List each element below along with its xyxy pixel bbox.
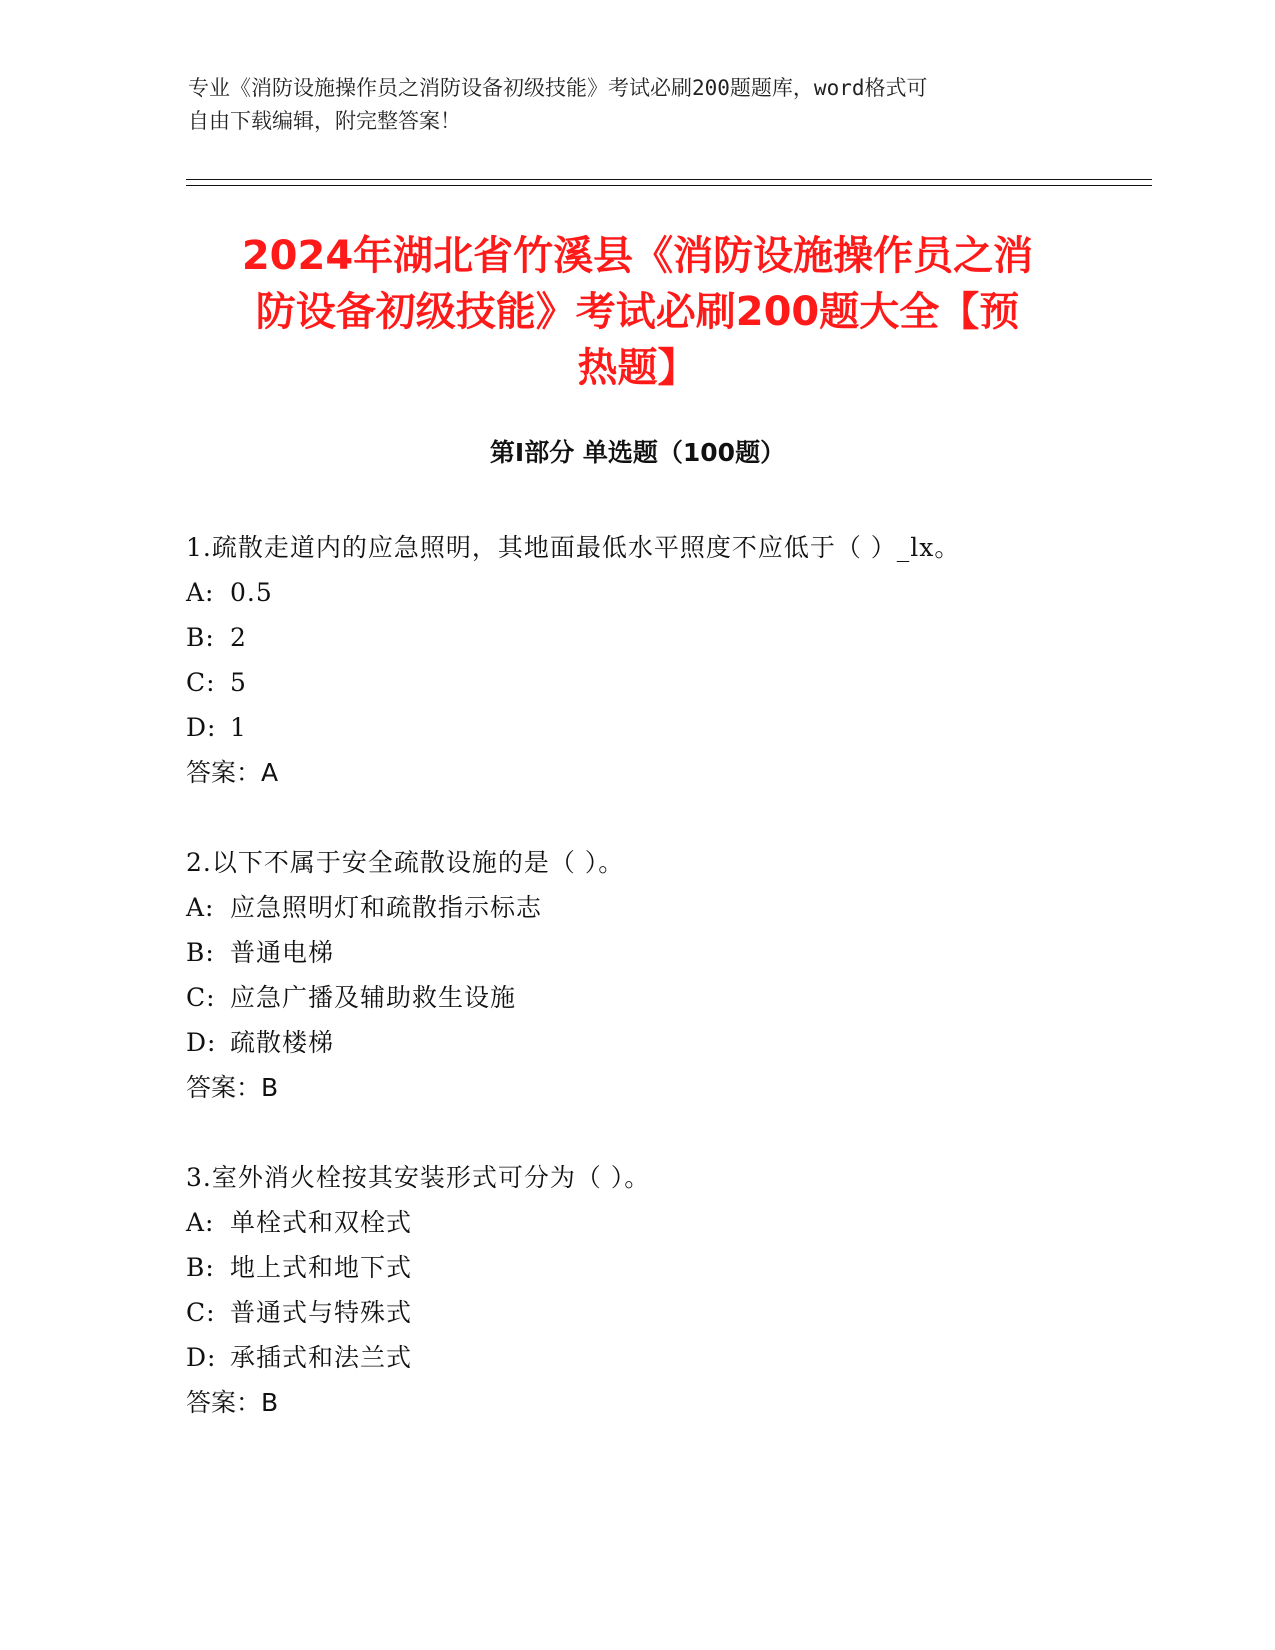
header-note	[188, 72, 1068, 138]
option-letter: C:	[186, 1298, 216, 1327]
option-d	[186, 1020, 1146, 1065]
title-line-1: 2024年湖北省竹溪县《消防设施操作员之消	[241, 233, 1034, 279]
option-c	[186, 975, 1146, 1020]
section-heading: 第I部分 单选题（100题）	[489, 438, 786, 467]
question-3	[186, 1155, 1146, 1425]
question-stem: 2.以下不属于安全疏散设施的是（ ）。	[186, 848, 625, 877]
title-line-2: 防设备初级技能》考试必刷200题大全【预	[255, 289, 1020, 335]
answer-line: 答案：B	[186, 1388, 279, 1417]
option-text: 应急广播及辅助救生设施	[230, 983, 517, 1012]
header-divider-bottom	[186, 185, 1152, 186]
header-note-line-2: 自由下载编辑，附完整答案！	[188, 109, 461, 133]
option-a	[186, 885, 1146, 930]
option-letter: D:	[186, 1343, 217, 1372]
option-letter: A:	[186, 893, 215, 922]
option-b	[186, 615, 1146, 660]
option-text: 普通电梯	[230, 938, 335, 967]
option-text: 1	[230, 713, 247, 742]
option-letter: D:	[186, 713, 217, 742]
option-letter: B:	[186, 623, 215, 652]
option-text: 地上式和地下式	[230, 1253, 413, 1282]
option-letter: C:	[186, 668, 216, 697]
option-b	[186, 930, 1146, 975]
option-letter: A:	[186, 578, 215, 607]
option-letter: D:	[186, 1028, 217, 1057]
header-note-line-1: 专业《消防设施操作员之消防设备初级技能》考试必刷200题题库，word格式可	[188, 76, 928, 100]
option-letter: B:	[186, 1253, 215, 1282]
answer-line: 答案：A	[186, 758, 279, 787]
answer-line: 答案：B	[186, 1073, 279, 1102]
option-d	[186, 1335, 1146, 1380]
option-text: 疏散楼梯	[230, 1028, 335, 1057]
option-text: 单栓式和双栓式	[230, 1208, 413, 1237]
option-b	[186, 1245, 1146, 1290]
title-line-3: 热题】	[577, 345, 698, 391]
option-text: 5	[230, 668, 247, 697]
option-text: 普通式与特殊式	[230, 1298, 413, 1327]
option-letter: B:	[186, 938, 215, 967]
question-list	[186, 525, 1146, 1470]
option-d	[186, 705, 1146, 750]
option-c	[186, 660, 1146, 705]
question-2	[186, 840, 1146, 1110]
option-c	[186, 1290, 1146, 1335]
option-a	[186, 1200, 1146, 1245]
option-letter: C:	[186, 983, 216, 1012]
question-stem: 3.室外消火栓按其安装形式可分为（ ）。	[186, 1163, 651, 1192]
question-1	[186, 525, 1146, 795]
option-text: 应急照明灯和疏散指示标志	[230, 893, 543, 922]
document-title	[180, 228, 1095, 396]
option-text: 2	[230, 623, 247, 652]
option-a	[186, 570, 1146, 615]
option-text: 0.5	[230, 578, 273, 607]
question-stem: 1.疏散走道内的应急照明，其地面最低水平照度不应低于（ ）_lx。	[186, 533, 961, 562]
option-text: 承插式和法兰式	[230, 1343, 413, 1372]
option-letter: A:	[186, 1208, 215, 1237]
header-divider-top	[186, 179, 1152, 180]
